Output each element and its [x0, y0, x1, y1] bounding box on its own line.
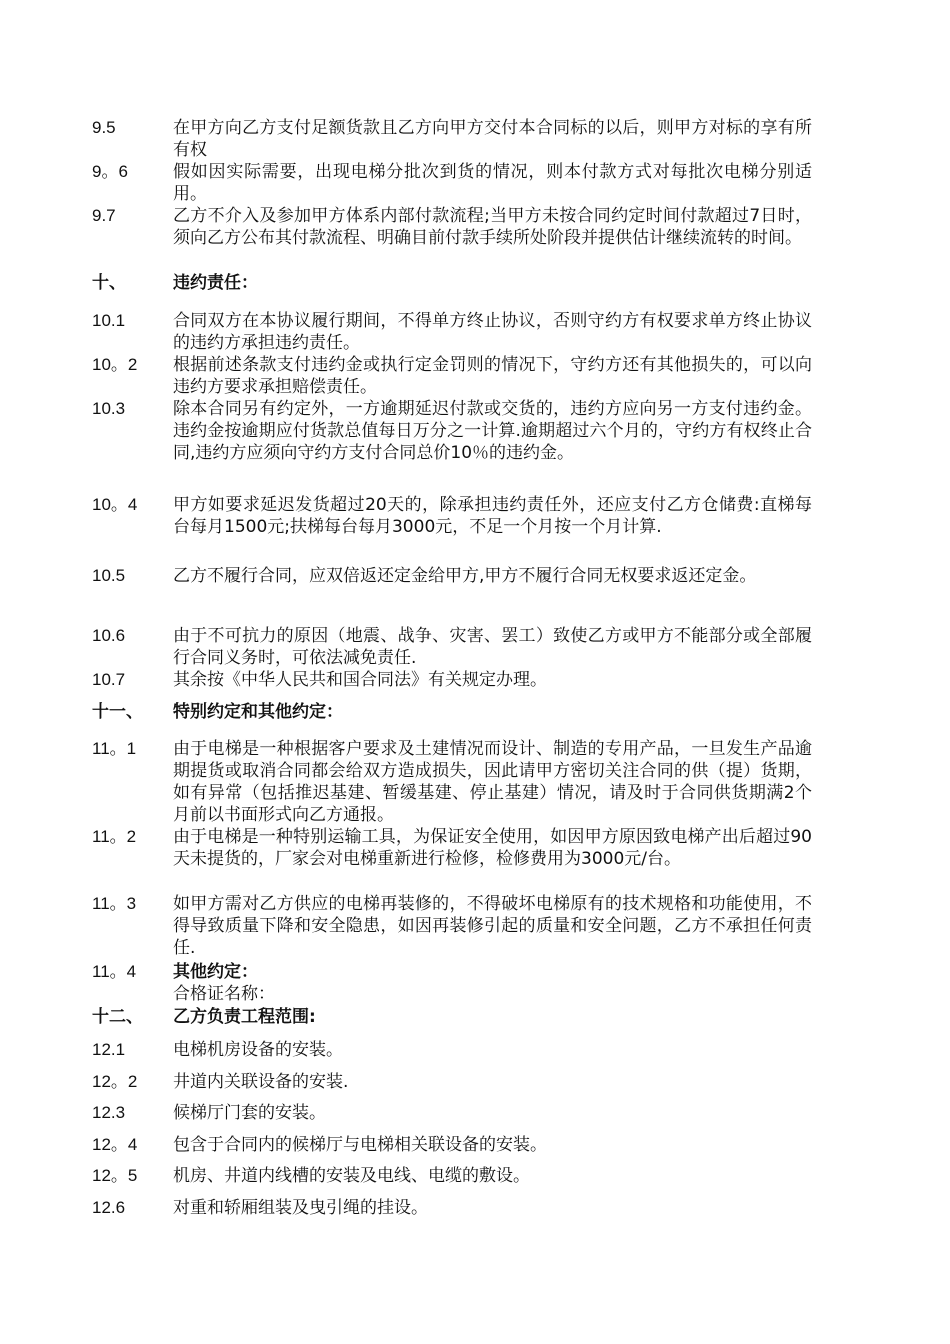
clause-text: 假如因实际需要，出现电梯分批次到货的情况，则本付款方式对每批次电梯分别适用。: [173, 162, 812, 204]
clause-number: 11。2: [92, 827, 137, 846]
clause-number: 11。1: [92, 739, 137, 758]
clause-text: 由于电梯是一种根据客户要求及土建情况而设计、制造的专用产品，一旦发生产品逾期提货或取消合同都会给双方造成损失，因此请甲方密切关注合同的供（提）货期，如有异常（包括推迟基建、暂缓基建、停止基建）情况，请及时于合同供货期满2个月前以书面形式向乙方通报。: [173, 739, 812, 825]
clause-text: 对重和轿厢组装及曳引绳的挂设。: [173, 1198, 428, 1218]
clause-number: 11。4: [92, 962, 137, 981]
clause-number: 12.6: [92, 1198, 126, 1217]
clause-10-4: [92, 494, 812, 538]
clause-text: 由于电梯是一种特别运输工具，为保证安全使用，如因甲方原因致电梯产出后超过90天未提货的，厂家会对电梯重新进行检修，检修费用为3000元/台。: [173, 827, 812, 869]
clause-number: 10.3: [92, 399, 126, 418]
clause-10-2: [92, 354, 812, 398]
clause-text: 电梯机房设备的安装。: [173, 1040, 343, 1060]
clause-10-5: [92, 565, 812, 587]
clause-text: 合同双方在本协议履行期间，不得单方终止协议，否则守约方有权要求单方终止协议的违约方承担违约责任。: [173, 311, 812, 353]
clause-number: 12.1: [92, 1040, 126, 1059]
clause-text: 乙方不介入及参加甲方体系内部付款流程;当甲方未按合同约定时间付款超过7日时，须向乙方公布其付款流程、明确目前付款手续所处阶段并提供估计继续流转的时间。: [173, 206, 812, 248]
clause-10-3: [92, 398, 812, 464]
clause-number: 12。2: [92, 1072, 138, 1091]
clause-number: 10.5: [92, 566, 126, 585]
clause-text: 除本合同另有约定外，一方逾期延迟付款或交货的，违约方应向另一方支付违约金。违约金按逾期应付货款总值每日万分之一计算.逾期超过六个月的，守约方有权终止合同,违约方应须向守约方支付合同总价10％的违约金。: [173, 399, 812, 463]
clause-text: 根据前述条款支付违约金或执行定金罚则的情况下，守约方还有其他损失的，可以向违约方要求承担赔偿责任。: [173, 355, 812, 397]
clause-text: 甲方如要求延迟发货超过20天的，除承担违约责任外，还应支付乙方仓储费:直梯每台每月1500元;扶梯每台每月3000元，不足一个月按一个月计算.: [173, 495, 812, 537]
clause-number: 12。4: [92, 1135, 138, 1154]
clause-12-3: [92, 1102, 812, 1124]
clause-10-6: [92, 625, 812, 669]
clause-number: 9。6: [92, 162, 128, 181]
clause-number: 9.7: [92, 206, 116, 225]
section-heading-11: [92, 701, 812, 723]
clause-11-3: [92, 893, 812, 959]
clause-9-6: [92, 161, 812, 205]
clause-text: 乙方不履行合同，应双倍返还定金给甲方,甲方不履行合同无权要求返还定金。: [173, 566, 757, 586]
clause-9-7: [92, 205, 812, 249]
section-title: 违约责任：: [173, 273, 258, 293]
clause-text: 候梯厅门套的安装。: [173, 1103, 326, 1123]
section-title: 特别约定和其他约定：: [173, 702, 343, 722]
clause-number: 12.3: [92, 1103, 126, 1122]
clause-text: 如甲方需对乙方供应的电梯再装修的，不得破坏电梯原有的技术规格和功能使用，不得导致质量下降和安全隐患，如因再装修引起的质量和安全问题，乙方不承担任何责任.: [173, 894, 812, 958]
section-number: 十一、: [92, 702, 143, 721]
clause-number: 11。3: [92, 894, 137, 913]
clause-12-6: [92, 1197, 812, 1219]
clause-11-4: [92, 961, 812, 1005]
clause-text: 井道内关联设备的安装.: [173, 1072, 349, 1092]
clause-text: 机房、井道内线槽的安装及电线、电缆的敷设。: [173, 1166, 530, 1186]
clause-number: 10.1: [92, 311, 126, 330]
clause-text: 由于不可抗力的原因（地震、战争、灾害、罢工）致使乙方或甲方不能部分或全部履行合同义务时，可依法减免责任.: [173, 626, 812, 668]
clause-9-5: [92, 117, 812, 161]
clause-subline: 合格证名称：: [173, 984, 275, 1004]
clause-10-7: [92, 669, 812, 691]
clause-11-1: [92, 738, 812, 826]
section-heading-12: [92, 1006, 812, 1028]
clause-text: 其余按《中华人民共和国合同法》有关规定办理。: [173, 670, 547, 690]
clause-12-1: [92, 1039, 812, 1061]
clause-number: 9.5: [92, 118, 116, 137]
clause-number: 10。4: [92, 495, 138, 514]
clause-number: 12。5: [92, 1166, 138, 1185]
clause-12-2: [92, 1071, 812, 1093]
clause-number: 10。2: [92, 355, 138, 374]
section-number: 十、: [92, 273, 126, 292]
section-title: 乙方负责工程范围:: [173, 1007, 316, 1027]
clause-text: 在甲方向乙方支付足额货款且乙方向甲方交付本合同标的以后，则甲方对标的享有所有权: [173, 118, 812, 160]
clause-body: [173, 961, 812, 1005]
clause-10-1: [92, 310, 812, 354]
clause-number: 10.7: [92, 670, 126, 689]
section-heading-10: [92, 272, 812, 294]
clause-11-2: [92, 826, 812, 870]
clause-text: 包含于合同内的候梯厅与电梯相关联设备的安装。: [173, 1135, 547, 1155]
clause-number: 10.6: [92, 626, 126, 645]
clause-title: 其他约定：: [173, 962, 258, 982]
clause-12-4: [92, 1134, 812, 1156]
clause-12-5: [92, 1165, 812, 1187]
section-number: 十二、: [92, 1007, 143, 1026]
